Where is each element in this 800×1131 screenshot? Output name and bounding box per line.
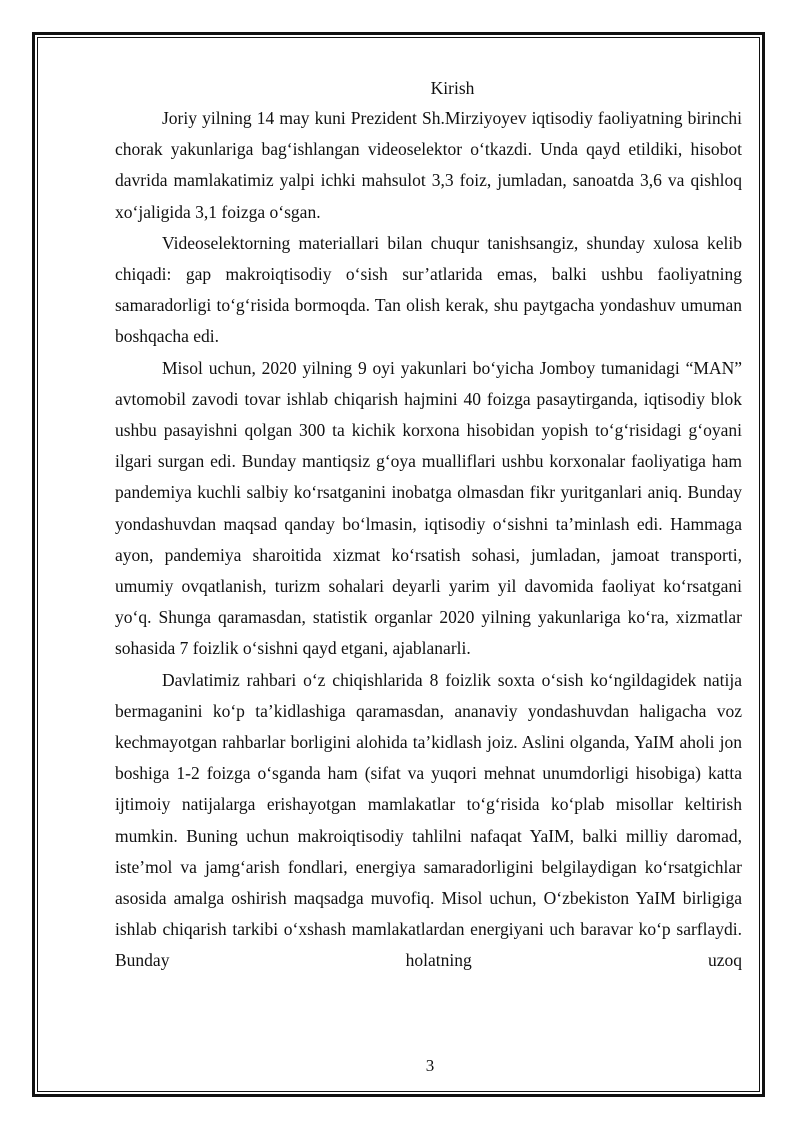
section-heading: Kirish (430, 78, 475, 98)
paragraph-leadership: Davlatimiz rahbari o‘z chiqishlarida 8 foizlik soxta o‘sish ko‘ngildagidek natija bermaganini ko‘p ta’kidlashiga qaramasdan, ananaviy yondashuvdan haligacha voz kechmayotgan rahbarlar borligini alohida ta’kidlash joiz. Aslini olganda, YaIM aholi jon boshiga 1-2 foizga o‘sganda ham (sifat va yuqori mehnat unumdorligi hisobiga) katta ijtimoiy natijalarga erishayotgan mamlakatlar to‘g‘risida ko‘plab misollar keltirish mumkin. Buning uchun makroiqtisodiy tahlilni nafaqat YaIM, balki milliy daromad, iste’mol va jamg‘arish fondlari, energiya samaradorligini belgilaydigan ko‘rsatgichlar asosida amalga oshirish maqsadga muvofiq. Misol uchun, O‘zbekiston YaIM birligiga ishlab chiqarish tarkibi o‘xshash mamlakatlardan energiyani uch baravar ko‘p sarflaydi. Bunday holatning uzoq (115, 669, 742, 971)
paragraph-intro: Joriy yilning 14 may kuni Prezident Sh.Mirziyoyev iqtisodiy faoliyatning birinchi chorak yakunlariga bag‘ishlangan videoselektor o‘tkazdi. Unda qayd etildiki, hisobot davrida mamlakatimiz yalpi ichki mahsulot 3,3 foiz, jumladan, sanoatda 3,6 va qishloq xo‘jaligida 3,1 foizga o‘sgan. (115, 108, 742, 222)
paragraph-example: Misol uchun, 2020 yilning 9 oyi yakunlari bo‘yicha Jomboy tumanidagi “MAN” avtomobil zavodi tovar ishlab chiqarish hajmini 40 foizga pasaytirganda, iqtisodiy blok ushbu pasayishni qolgan 300 ta kichik korxona hisobidan yopish to‘g‘risidagi g‘oyani ilgari surgan edi. Bunday mantiqsiz g‘oya mualliflari ushbu korxonalar faoliyatiga ham pandemiya kuchli salbiy ko‘rsatganini inobatga olmasdan fikr yuritganlari aniq. Bunday yondashuvdan maqsad qanday bo‘lmasin, iqtisodiy o‘sishni ta’minlash edi. Hammaga ayon, pandemiya sharoitida xizmat ko‘rsatish sohasi, jumladan, jamoat transporti, umumiy ovqatlanish, turizm sohalari deyarli yarim yil davomida faoliyat ko‘rsatgani yo‘q. Shunga qaramasdan, statistik organlar 2020 yilning yakunlariga ko‘ra, xizmatlar sohasida 7 foizlik o‘sishni qayd etgani, ajablanarli. (115, 357, 742, 659)
paragraph-videoselector: Videoselektorning materiallari bilan chuqur tanishsangiz, shunday xulosa kelib chiqadi: gap makroiqtisodiy o‘sish sur’atlarida emas, balki ushbu faoliyatning samaradorligi to‘g‘risida bormoqda. Tan olish kerak, shu paytgacha yondashuv umuman boshqacha edi. (115, 232, 742, 347)
page-number: 3 (425, 1056, 435, 1075)
document-body (115, 73, 742, 977)
